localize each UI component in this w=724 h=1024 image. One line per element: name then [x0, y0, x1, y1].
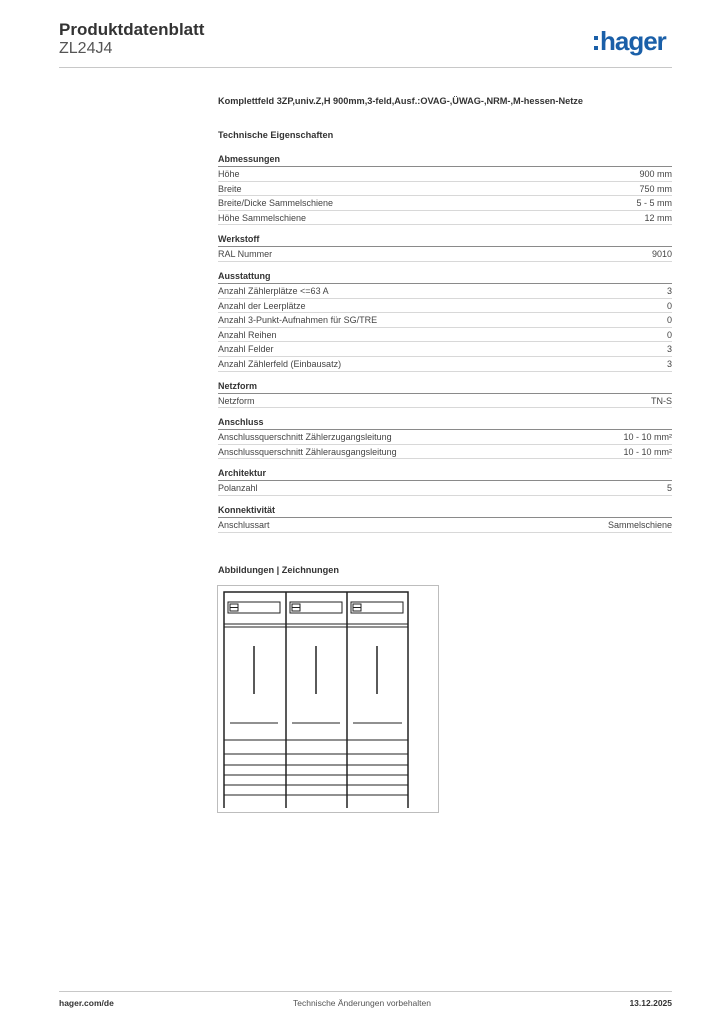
spec-value: 750 mm — [639, 183, 672, 194]
spec-row — [218, 357, 672, 372]
hager-logo[interactable] — [594, 27, 666, 55]
spec-label: Anschlussquerschnitt Zählerzugangsleitung — [218, 432, 392, 443]
section-title: Abmessungen — [218, 153, 672, 167]
spec-row — [218, 167, 672, 182]
spec-section — [218, 380, 672, 409]
spec-label: Breite — [218, 183, 242, 194]
product-title: Komplettfeld 3ZP,univ.Z,H 900mm,3-feld,Ausf.:OVAG-,ÜWAG-,NRM-,M-hessen-Netze — [218, 96, 583, 106]
images-heading: Abbildungen | Zeichnungen — [218, 565, 339, 575]
tech-properties-heading: Technische Eigenschaften — [218, 130, 334, 140]
spec-label: Höhe Sammelschiene — [218, 212, 307, 223]
spec-label: Polanzahl — [218, 483, 258, 494]
logo-text: hager — [600, 26, 666, 56]
spec-label: Anzahl Reihen — [218, 329, 277, 340]
spec-value: TN-S — [651, 395, 672, 406]
spec-section — [218, 270, 672, 372]
spec-value: 10 - 10 mm² — [623, 446, 672, 457]
spec-row — [218, 518, 672, 533]
footer-date: 13.12.2025 — [629, 998, 672, 1008]
spec-section — [218, 153, 672, 225]
spec-label: Netzform — [218, 395, 255, 406]
spec-label: Anzahl Zählerfeld (Einbausatz) — [218, 358, 342, 369]
section-title: Netzform — [218, 380, 672, 394]
section-title: Konnektivität — [218, 504, 672, 518]
spec-section — [218, 416, 672, 459]
logo-dots-icon — [594, 36, 598, 50]
header-divider — [59, 67, 672, 68]
spec-label: Anschlussquerschnitt Zählerausgangsleitung — [218, 446, 397, 457]
spec-value: Sammelschiene — [607, 519, 672, 530]
spec-table — [218, 153, 672, 541]
spec-row — [218, 342, 672, 357]
spec-label: RAL Nummer — [218, 249, 273, 260]
page-title: Produktdatenblatt — [59, 20, 205, 39]
spec-row — [218, 430, 672, 445]
spec-label: Anzahl der Leerplätze — [218, 300, 306, 311]
spec-value: 3 — [666, 344, 672, 355]
spec-label: Anschlussart — [218, 519, 270, 530]
spec-value: 12 mm — [644, 212, 672, 223]
spec-row — [218, 394, 672, 409]
spec-value: 5 - 5 mm — [636, 198, 672, 209]
spec-value: 9010 — [651, 249, 672, 260]
spec-label: Anzahl Felder — [218, 344, 274, 355]
section-title: Anschluss — [218, 416, 672, 430]
spec-row — [218, 313, 672, 328]
panel-drawing — [222, 590, 434, 808]
spec-row — [218, 247, 672, 262]
spec-section — [218, 233, 672, 262]
spec-row — [218, 445, 672, 460]
spec-value: 900 mm — [639, 169, 672, 179]
section-title: Architektur — [218, 467, 672, 481]
spec-value: 10 - 10 mm² — [623, 432, 672, 443]
spec-row — [218, 211, 672, 226]
spec-value: 0 — [666, 329, 672, 340]
spec-value: 0 — [666, 300, 672, 311]
spec-row — [218, 328, 672, 343]
spec-value: 5 — [666, 483, 672, 494]
section-title: Ausstattung — [218, 270, 672, 284]
spec-row — [218, 299, 672, 314]
spec-row — [218, 196, 672, 211]
drawing-frame — [217, 585, 439, 813]
product-code: ZL24J4 — [59, 40, 113, 57]
spec-row — [218, 182, 672, 197]
footer-website[interactable]: hager.com/de — [59, 998, 114, 1008]
spec-row — [218, 481, 672, 496]
footer-divider — [59, 991, 672, 992]
spec-section — [218, 504, 672, 533]
spec-value: 3 — [666, 358, 672, 369]
section-title: Werkstoff — [218, 233, 672, 247]
spec-value: 3 — [666, 285, 672, 296]
spec-value: 0 — [666, 315, 672, 326]
spec-label: Breite/Dicke Sammelschiene — [218, 198, 334, 209]
footer-disclaimer: Technische Änderungen vorbehalten — [293, 998, 431, 1008]
spec-section — [218, 467, 672, 496]
spec-label: Anzahl 3-Punkt-Aufnahmen für SG/TRE — [218, 315, 378, 326]
spec-label: Anzahl Zählerplätze <=63 A — [218, 285, 329, 296]
spec-label: Höhe — [218, 169, 240, 179]
spec-row — [218, 284, 672, 299]
